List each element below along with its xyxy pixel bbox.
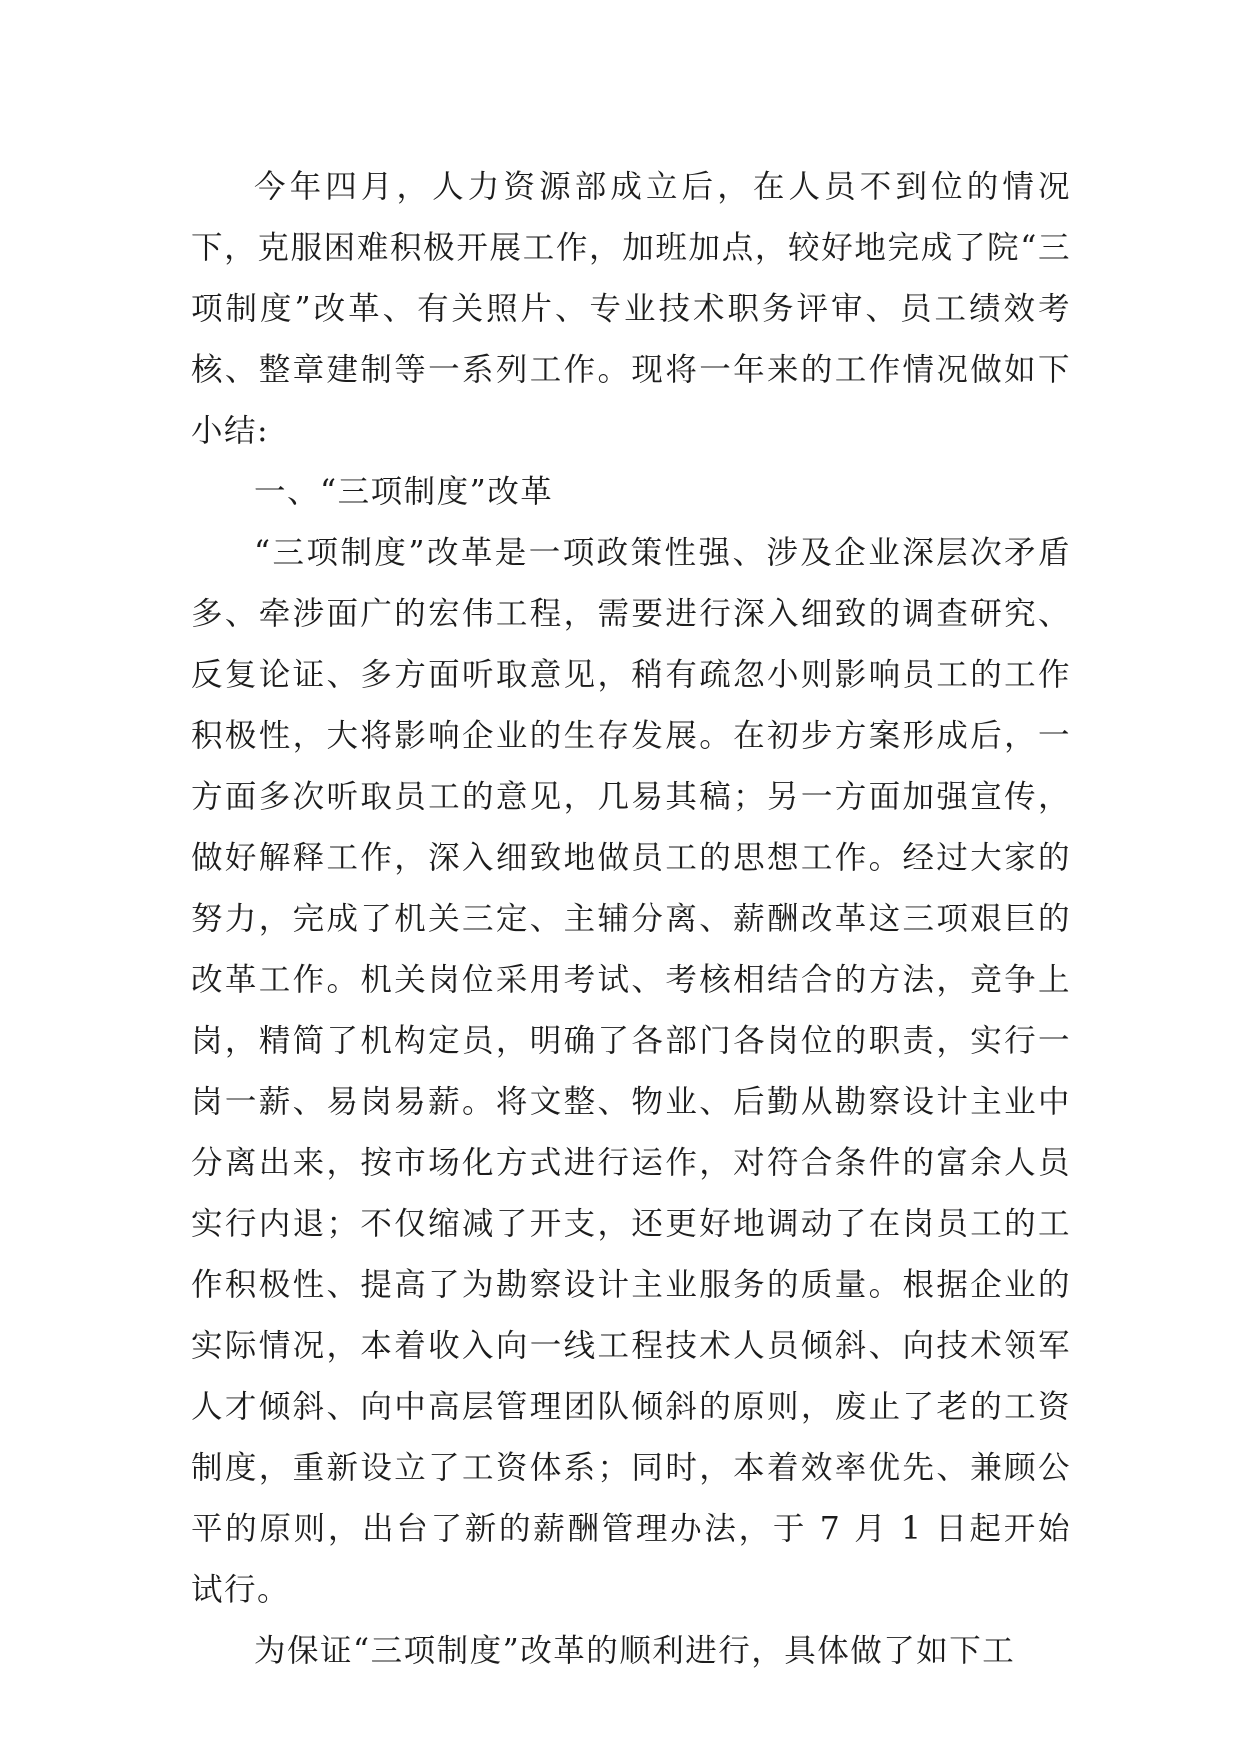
reform-paragraph: “三项制度”改革是一项政策性强、涉及企业深层次矛盾多、牵涉面广的宏伟工程，需要进行深入细致的调查研究、反复论证、多方面听取意见，稍有疏忽小则影响员工的工作积极性，大将影响企业的生存发展。在初步方案形成后，一方面多次听取员工的意见，几易其稿；另一方面加强宣传，做好解释工作，深入细致地做员工的思想工作。经过大家的努力，完成了机关三定、主辅分离、薪酬改革这三项艰巨的改革工作。机关岗位采用考试、考核相结合的方法，竞争上岗，精简了机构定员，明确了各部门各岗位的职责，实行一岗一薪、易岗易薪。将文整、物业、后勤从勘察设计主业中分离出来，按市场化方式进行运作，对符合条件的富余人员实行内退；不仅缩减了开支，还更好地调动了在岗员工的工作积极性、提高了为勘察设计主业服务的质量。根据企业的实际情况，本着收入向一线工程技术人员倾斜、向技术领军人才倾斜、向中高层管理团队倾斜的原则，废止了老的工资制度，重新设立了工资体系；同时，本着效率优先、兼顾公平的原则，出台了新的薪酬管理办法，于 7 月 1 日起开始试行。 bbox=[191, 535, 1071, 1608]
measures-paragraph: 为保证“三项制度”改革的顺利进行，具体做了如下工 bbox=[254, 1633, 1016, 1669]
section-heading: 一、“三项制度”改革 bbox=[254, 474, 554, 510]
intro-paragraph: 今年四月，人力资源部成立后，在人员不到位的情况下，克服困难积极开展工作，加班加点，较好地完成了院“三项制度”改革、有关照片、专业技术职务评审、员工绩效考核、整章建制等一系列工作。现将一年来的工作情况做如下小结: bbox=[191, 169, 1071, 449]
document-body bbox=[191, 157, 1071, 1682]
